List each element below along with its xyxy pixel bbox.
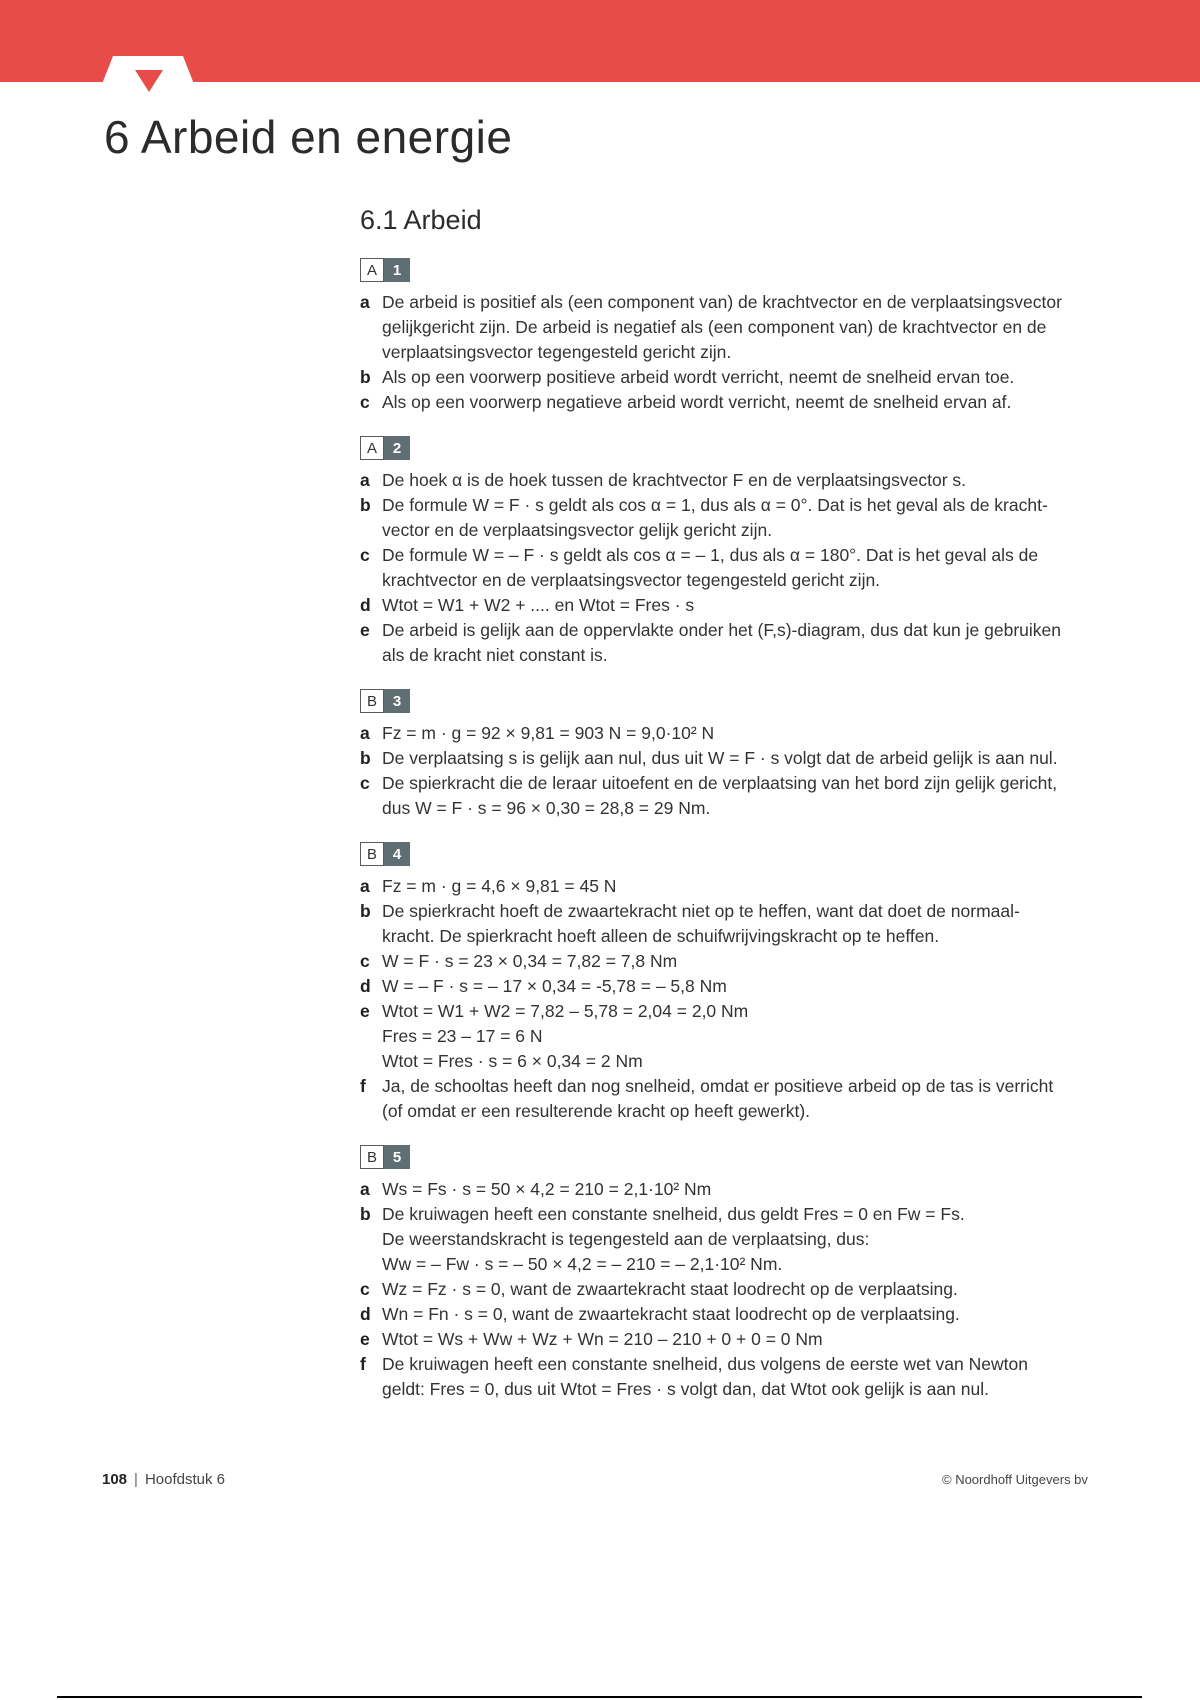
answer-text	[382, 365, 1100, 390]
answer-line: Ja, de schooltas heeft dan nog snelheid, omdat er positieve arbeid op de tas is verricht	[382, 1076, 1054, 1096]
answer-line: De verplaatsing s is gelijk aan nul, dus uit W = F · s volgt dat de arbeid gelijk is aan nul.	[382, 748, 1058, 768]
exercise-number-badge: 1	[384, 258, 410, 282]
answer-text	[382, 1202, 1100, 1277]
answer-item	[360, 468, 1100, 493]
answer-text	[382, 290, 1100, 365]
answer-text	[382, 1277, 1100, 1302]
answer-text	[382, 721, 1100, 746]
exercise-1	[360, 258, 1100, 415]
answer-text	[382, 1302, 1100, 1327]
answer-text	[382, 899, 1100, 949]
answer-line: kracht. De spierkracht hoeft alleen de schuifwrijvingskracht op te heffen.	[382, 926, 940, 946]
answer-text	[382, 543, 1100, 593]
answer-line: Fz = m · g = 4,6 × 9,81 = 45 N	[382, 876, 617, 896]
answer-text	[382, 468, 1100, 493]
exercise-level-badge: B	[360, 1145, 384, 1169]
exercise-number-badge: 3	[384, 689, 410, 713]
footer-left	[102, 1471, 225, 1488]
answer-text	[382, 771, 1100, 821]
answer-item	[360, 618, 1100, 668]
answers-content	[360, 258, 1100, 1423]
answer-letter: c	[360, 1279, 370, 1299]
answer-text	[382, 949, 1100, 974]
answer-line: Wtot = W1 + W2 + .... en Wtot = Fres · s	[382, 595, 695, 615]
answer-item	[360, 721, 1100, 746]
chapter-title: 6 Arbeid en energie	[104, 111, 513, 163]
answer-text	[382, 1352, 1100, 1402]
answer-letter: b	[360, 495, 371, 515]
bottom-rule	[57, 1696, 1142, 1698]
exercise-label	[360, 842, 1100, 866]
answer-text	[382, 999, 1100, 1074]
section-title: 6.1 Arbeid	[360, 205, 482, 235]
answer-letter: f	[360, 1076, 366, 1096]
answer-letter: d	[360, 1304, 371, 1324]
answer-line: (of omdat er een resulterende kracht op heeft gewerkt).	[382, 1101, 811, 1121]
answer-item	[360, 593, 1100, 618]
answer-item	[360, 290, 1100, 365]
answer-item	[360, 974, 1100, 999]
answer-letter: d	[360, 976, 371, 996]
answer-letter: c	[360, 951, 370, 971]
answer-text	[382, 974, 1100, 999]
answer-line: De weerstandskracht is tegengesteld aan de verplaatsing, dus:	[382, 1229, 870, 1249]
answer-line: vector en de verplaatsingsvector gelijk gericht zijn.	[382, 520, 773, 540]
answer-text	[382, 390, 1100, 415]
chapter-reference: Hoofdstuk 6	[144, 1471, 225, 1488]
answer-item	[360, 999, 1100, 1074]
answer-line: Fz = m · g = 92 × 9,81 = 903 N = 9,0·10² N	[382, 723, 715, 743]
answer-line: Wn = Fn · s = 0, want de zwaartekracht staat loodrecht op de verplaatsing.	[382, 1304, 960, 1324]
answer-line: De formule W = F · s geldt als cos α = 1, dus als α = 0°. Dat is het geval als de kracht-	[382, 495, 1048, 515]
exercise-2	[360, 436, 1100, 668]
answer-letter: a	[360, 876, 370, 896]
answer-item	[360, 771, 1100, 821]
triangle-marker-icon	[135, 70, 163, 92]
answer-line: De spierkracht hoeft de zwaartekracht niet op te heffen, want dat doet de normaal-	[382, 901, 1020, 921]
exercise-level-badge: A	[360, 436, 384, 460]
answer-letter: b	[360, 1204, 371, 1224]
answer-letter: f	[360, 1354, 366, 1374]
answer-line: Wtot = Fres · s = 6 × 0,34 = 2 Nm	[382, 1051, 643, 1071]
answer-text	[382, 746, 1100, 771]
answer-text	[382, 493, 1100, 543]
answer-letter: e	[360, 620, 370, 640]
answer-text	[382, 593, 1100, 618]
answer-letter: e	[360, 1329, 370, 1349]
answer-line: De kruiwagen heeft een constante snelheid, dus volgens de eerste wet van Newton	[382, 1354, 1028, 1374]
answer-line: Wtot = W1 + W2 = 7,82 – 5,78 = 2,04 = 2,0 Nm	[382, 1001, 749, 1021]
answer-line: Als op een voorwerp negatieve arbeid wordt verricht, neemt de snelheid ervan af.	[382, 392, 1012, 412]
answer-item	[360, 543, 1100, 593]
answer-item	[360, 1177, 1100, 1202]
answer-item	[360, 949, 1100, 974]
answer-item	[360, 1327, 1100, 1352]
answer-item	[360, 874, 1100, 899]
answer-line: W = – F · s = – 17 × 0,34 = -5,78 = – 5,8 Nm	[382, 976, 727, 996]
answer-line: De kruiwagen heeft een constante snelheid, dus geldt Fres = 0 en Fw = Fs.	[382, 1204, 965, 1224]
exercise-number-badge: 4	[384, 842, 410, 866]
answer-letter: b	[360, 748, 371, 768]
answer-letter: e	[360, 1001, 370, 1021]
answer-item	[360, 1074, 1100, 1124]
exercise-number-badge: 5	[384, 1145, 410, 1169]
exercise-level-badge: B	[360, 842, 384, 866]
answer-line: De formule W = – F · s geldt als cos α = – 1, dus als α = 180°. Dat is het geval als de	[382, 545, 1039, 565]
answer-line: De arbeid is positief als (een component van) de krachtvector en de verplaatsingsvector	[382, 292, 1062, 312]
answer-line: krachtvector en de verplaatsingsvector tegengesteld gericht zijn.	[382, 570, 881, 590]
exercise-3	[360, 689, 1100, 821]
answer-line: gelijkgericht zijn. De arbeid is negatief als (een component van) de krachtvector en de	[382, 317, 1047, 337]
answer-line: De arbeid is gelijk aan de oppervlakte onder het (F,s)-diagram, dus dat kun je gebruiken	[382, 620, 1061, 640]
answer-line: Ww = – Fw · s = – 50 × 4,2 = – 210 = – 2,1·10² Nm.	[382, 1254, 783, 1274]
answer-letter: c	[360, 773, 370, 793]
answer-item	[360, 493, 1100, 543]
answer-line: Fres = 23 – 17 = 6 N	[382, 1026, 543, 1046]
answer-line: verplaatsingsvector tegengesteld gericht zijn.	[382, 342, 732, 362]
exercise-level-badge: B	[360, 689, 384, 713]
answer-line: De spierkracht die de leraar uitoefent en de verplaatsing van het bord zijn gelijk gericht,	[382, 773, 1058, 793]
answer-line: Wz = Fz · s = 0, want de zwaartekracht staat loodrecht op de verplaatsing.	[382, 1279, 958, 1299]
answer-text	[382, 1327, 1100, 1352]
page-number: 108	[102, 1471, 128, 1488]
answer-letter: c	[360, 545, 370, 565]
answer-text	[382, 618, 1100, 668]
answer-line: Als op een voorwerp positieve arbeid wordt verricht, neemt de snelheid ervan toe.	[382, 367, 1015, 387]
footer-separator: |	[134, 1471, 138, 1488]
answer-letter: d	[360, 595, 371, 615]
exercise-label	[360, 436, 1100, 460]
answer-item	[360, 365, 1100, 390]
answer-item	[360, 1202, 1100, 1277]
answer-line: De hoek α is de hoek tussen de krachtvector F en de verplaatsingsvector s.	[382, 470, 967, 490]
answer-line: geldt: Fres = 0, dus uit Wtot = Fres · s volgt dan, dat Wtot ook gelijk is aan nul.	[382, 1379, 989, 1399]
answer-text	[382, 874, 1100, 899]
exercise-level-badge: A	[360, 258, 384, 282]
answer-text	[382, 1177, 1100, 1202]
answer-letter: c	[360, 392, 370, 412]
answer-letter: a	[360, 470, 370, 490]
exercise-4	[360, 842, 1100, 1124]
answer-letter: b	[360, 367, 371, 387]
answer-item	[360, 390, 1100, 415]
answer-item	[360, 1352, 1100, 1402]
exercise-label	[360, 689, 1100, 713]
exercise-label	[360, 1145, 1100, 1169]
answer-item	[360, 899, 1100, 949]
answer-item	[360, 1277, 1100, 1302]
answer-item	[360, 746, 1100, 771]
copyright: © Noordhoff Uitgevers bv	[942, 1472, 1088, 1487]
exercise-number-badge: 2	[384, 436, 410, 460]
answer-line: als de kracht niet constant is.	[382, 645, 608, 665]
answer-line: W = F · s = 23 × 0,34 = 7,82 = 7,8 Nm	[382, 951, 678, 971]
answer-text	[382, 1074, 1100, 1124]
answer-letter: b	[360, 901, 371, 921]
answer-line: Wtot = Ws + Ww + Wz + Wn = 210 – 210 + 0 + 0 = 0 Nm	[382, 1329, 823, 1349]
answer-letter: a	[360, 723, 370, 743]
answer-item	[360, 1302, 1100, 1327]
answer-line: Ws = Fs · s = 50 × 4,2 = 210 = 2,1·10² Nm	[382, 1179, 712, 1199]
answer-letter: a	[360, 292, 370, 312]
exercise-5	[360, 1145, 1100, 1402]
exercise-label	[360, 258, 1100, 282]
answer-letter: a	[360, 1179, 370, 1199]
answer-line: dus W = F · s = 96 × 0,30 = 28,8 = 29 Nm.	[382, 798, 711, 818]
